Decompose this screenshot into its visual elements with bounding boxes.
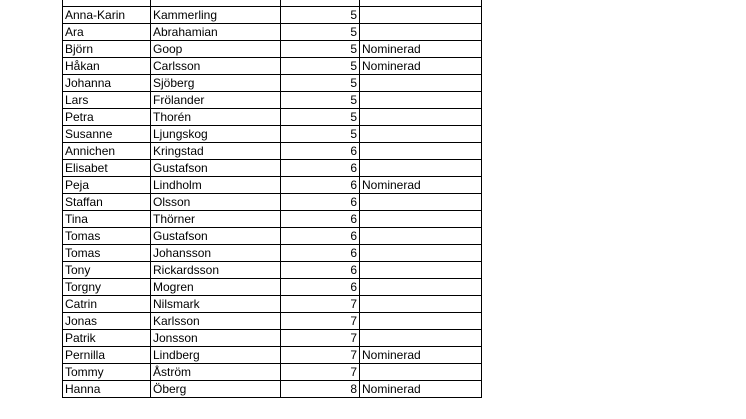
table-row <box>63 160 482 177</box>
last-name-cell[interactable]: Olsson <box>151 194 281 211</box>
last-name-cell[interactable]: Carlsson <box>151 58 281 75</box>
number-cell[interactable]: 5 <box>281 75 360 92</box>
table-row <box>63 211 482 228</box>
note-cell[interactable] <box>360 211 482 228</box>
first-name-cell[interactable]: Elisabet <box>63 160 151 177</box>
note-cell[interactable] <box>360 279 482 296</box>
last-name-cell[interactable]: Kringstad <box>151 143 281 160</box>
note-cell[interactable] <box>360 262 482 279</box>
last-name-cell[interactable]: Nilsmark <box>151 296 281 313</box>
table-row <box>63 92 482 109</box>
last-name-cell[interactable]: Öberg <box>151 381 281 398</box>
table-row <box>63 364 482 381</box>
last-name-cell[interactable]: Frölander <box>151 92 281 109</box>
last-name-cell[interactable]: Åström <box>151 364 281 381</box>
first-name-cell[interactable]: Susanne <box>63 126 151 143</box>
first-name-cell[interactable]: Tomas <box>63 245 151 262</box>
note-cell[interactable] <box>360 228 482 245</box>
table-row <box>63 24 482 41</box>
last-name-cell[interactable]: Goop <box>151 41 281 58</box>
note-cell[interactable] <box>360 194 482 211</box>
note-cell[interactable]: Nominerad <box>360 41 482 58</box>
last-name-cell[interactable]: Gustafson <box>151 160 281 177</box>
number-cell[interactable]: 5 <box>281 7 360 24</box>
number-cell[interactable]: 6 <box>281 143 360 160</box>
number-cell[interactable]: 6 <box>281 245 360 262</box>
table-row <box>63 143 482 160</box>
number-cell[interactable]: 7 <box>281 347 360 364</box>
table-row <box>63 41 482 58</box>
first-name-cell[interactable]: Håkan <box>63 58 151 75</box>
number-cell[interactable]: 7 <box>281 364 360 381</box>
first-name-cell[interactable]: Hanna <box>63 381 151 398</box>
last-name-cell[interactable]: Thorén <box>151 109 281 126</box>
note-cell[interactable] <box>360 296 482 313</box>
number-cell[interactable]: 5 <box>281 58 360 75</box>
note-cell[interactable]: Nominerad <box>360 177 482 194</box>
last-name-cell[interactable]: Sjöberg <box>151 75 281 92</box>
note-cell[interactable] <box>360 330 482 347</box>
note-cell[interactable] <box>360 24 482 41</box>
note-cell[interactable] <box>360 160 482 177</box>
first-name-cell[interactable]: Petra <box>63 109 151 126</box>
note-cell[interactable] <box>360 75 482 92</box>
number-cell[interactable]: 6 <box>281 160 360 177</box>
last-name-cell[interactable]: Jonsson <box>151 330 281 347</box>
note-cell[interactable] <box>360 364 482 381</box>
last-name-cell[interactable]: Thörner <box>151 211 281 228</box>
last-name-cell[interactable]: Gustafson <box>151 228 281 245</box>
note-cell[interactable] <box>360 109 482 126</box>
number-cell[interactable]: 5 <box>281 126 360 143</box>
last-name-cell[interactable]: Kammerling <box>151 7 281 24</box>
table-row <box>63 330 482 347</box>
table-row <box>63 347 482 364</box>
last-name-cell[interactable]: Karlsson <box>151 313 281 330</box>
number-cell[interactable]: 6 <box>281 211 360 228</box>
first-name-cell[interactable]: Ara <box>63 24 151 41</box>
data-table <box>62 0 482 398</box>
number-cell[interactable]: 7 <box>281 313 360 330</box>
table-row <box>63 381 482 398</box>
table-row <box>63 245 482 262</box>
first-name-cell[interactable]: Torgny <box>63 279 151 296</box>
table-row <box>63 279 482 296</box>
last-name-cell[interactable]: Lindberg <box>151 347 281 364</box>
last-name-cell[interactable]: Johansson <box>151 245 281 262</box>
number-cell[interactable]: 8 <box>281 381 360 398</box>
last-name-cell[interactable]: Lindholm <box>151 177 281 194</box>
table-body <box>63 0 482 398</box>
first-name-cell[interactable]: Lars <box>63 92 151 109</box>
first-name-cell[interactable]: Annichen <box>63 143 151 160</box>
first-name-cell[interactable]: Anna-Karin <box>63 7 151 24</box>
note-cell[interactable]: Nominerad <box>360 347 482 364</box>
table-row <box>63 228 482 245</box>
first-name-cell[interactable]: Tina <box>63 211 151 228</box>
number-cell[interactable]: 6 <box>281 228 360 245</box>
table-row <box>63 313 482 330</box>
number-cell[interactable]: 5 <box>281 24 360 41</box>
table-row <box>63 126 482 143</box>
note-cell[interactable]: Nominerad <box>360 381 482 398</box>
first-name-cell[interactable]: Pernilla <box>63 347 151 364</box>
table-row <box>63 7 482 24</box>
first-name-cell[interactable]: Björn <box>63 41 151 58</box>
table-row <box>63 75 482 92</box>
first-name-cell[interactable]: Tony <box>63 262 151 279</box>
table-row <box>63 177 482 194</box>
last-name-cell[interactable]: Ljungskog <box>151 126 281 143</box>
note-cell[interactable] <box>360 7 482 24</box>
note-cell[interactable]: Nominerad <box>360 58 482 75</box>
note-cell[interactable] <box>360 126 482 143</box>
number-cell[interactable]: 6 <box>281 177 360 194</box>
number-cell[interactable]: 6 <box>281 262 360 279</box>
last-name-cell[interactable]: Abrahamian <box>151 24 281 41</box>
table-row <box>63 262 482 279</box>
table-row <box>63 58 482 75</box>
number-cell[interactable]: 5 <box>281 92 360 109</box>
first-name-cell[interactable]: Jonas <box>63 313 151 330</box>
first-name-cell[interactable]: Catrin <box>63 296 151 313</box>
note-cell[interactable] <box>360 313 482 330</box>
table-row <box>63 194 482 211</box>
first-name-cell[interactable]: Peja <box>63 177 151 194</box>
table-row <box>63 296 482 313</box>
note-cell[interactable] <box>360 245 482 262</box>
note-cell[interactable] <box>360 92 482 109</box>
last-name-cell[interactable]: Mogren <box>151 279 281 296</box>
note-cell[interactable] <box>360 143 482 160</box>
first-name-cell[interactable]: Johanna <box>63 75 151 92</box>
number-cell[interactable]: 7 <box>281 330 360 347</box>
number-cell[interactable]: 5 <box>281 109 360 126</box>
number-cell[interactable]: 6 <box>281 194 360 211</box>
number-cell[interactable]: 7 <box>281 296 360 313</box>
last-name-cell[interactable]: Rickardsson <box>151 262 281 279</box>
first-name-cell[interactable]: Tommy <box>63 364 151 381</box>
first-name-cell[interactable]: Staffan <box>63 194 151 211</box>
first-name-cell[interactable]: Tomas <box>63 228 151 245</box>
table-row <box>63 109 482 126</box>
number-cell[interactable]: 5 <box>281 41 360 58</box>
first-name-cell[interactable]: Patrik <box>63 330 151 347</box>
number-cell[interactable]: 6 <box>281 279 360 296</box>
